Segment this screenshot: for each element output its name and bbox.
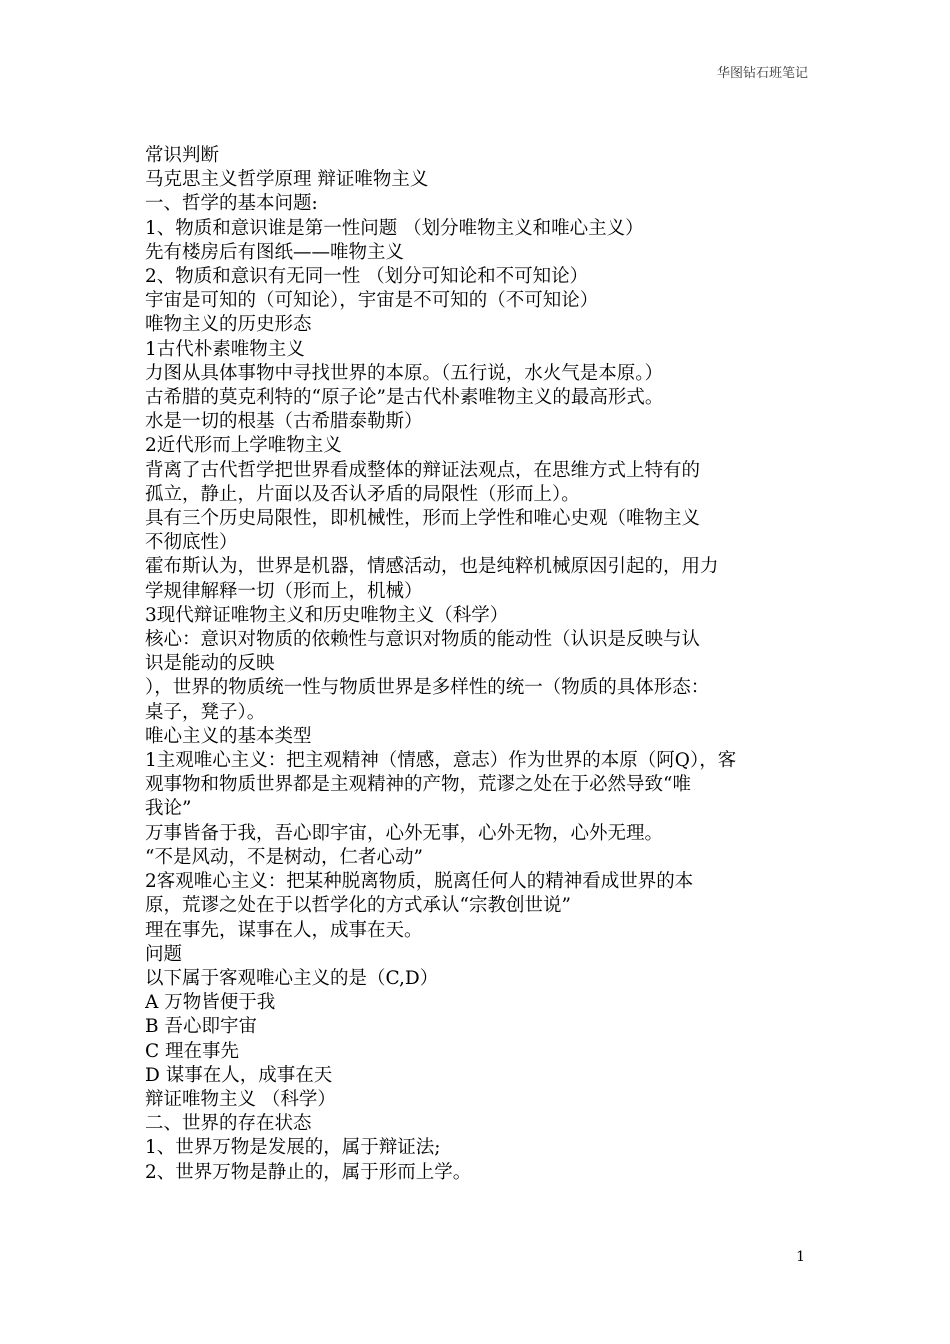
text-line: “不是风动，不是树动，仁者心动” (145, 846, 423, 868)
text-line: 问题 (145, 943, 183, 965)
text-line: 1古代朴素唯物主义 (145, 338, 305, 360)
text-line: 桌子，凳子）。 (145, 701, 266, 723)
text-line: 常识判断 (145, 145, 220, 166)
text-line: D 谋事在人，成事在天 (145, 1064, 333, 1086)
text-line: 以下属于客观唯心主义的是（C,D） (145, 967, 439, 989)
text-line: 唯心主义的基本类型 (145, 725, 312, 747)
text-line: 背离了古代哲学把世界看成整体的辩证法观点，在思维方式上特有的 (145, 459, 701, 481)
text-line: 2、物质和意识有无同一性 （划分可知论和不可知论） (145, 266, 589, 288)
text-line: 1主观唯心主义：把主观精神（情感，意志）作为世界的本原（阿Q），客 (145, 750, 737, 772)
text-line: 1、物质和意识谁是第一性问题 （划分唯物主义和唯心主义） (145, 217, 644, 239)
text-line: 先有楼房后有图纸——唯物主义 (145, 241, 405, 263)
text-line: 一、哲学的基本问题: (145, 193, 318, 215)
text-line: 霍布斯认为，世界是机器，情感活动，也是纯粹机械原因引起的，用力 (145, 556, 719, 578)
text-line: 理在事先，谋事在人，成事在天。 (145, 919, 423, 941)
text-line: 辩证唯物主义 （科学） (145, 1088, 336, 1110)
text-line: 观事物和物质世界都是主观精神的产物，荒谬之处在于必然导致“唯 (145, 774, 691, 796)
text-line: 2客观唯心主义：把某种脱离物质，脱离任何人的精神看成世界的本 (145, 871, 694, 893)
text-line: A 万物皆便于我 (145, 992, 276, 1014)
text-line: 古希腊的莫克利特的“原子论”是古代朴素唯物主义的最高形式。 (145, 387, 664, 409)
text-line: B 吾心即宇宙 (145, 1016, 257, 1038)
text-line: 2近代形而上学唯物主义 (145, 435, 342, 457)
text-line: 力图从具体事物中寻找世界的本原。（五行说，水火气是本原。） (145, 362, 664, 384)
text-line: 1、世界万物是发展的，属于辩证法; (145, 1137, 441, 1159)
text-line: 识是能动的反映 (145, 653, 275, 675)
document-body (145, 144, 810, 1185)
text-line: 3现代辩证唯物主义和历史唯物主义（科学） (145, 604, 509, 626)
text-line: 具有三个历史局限性，即机械性，形而上学性和唯心史观（唯物主义 (145, 508, 701, 530)
text-line: 不彻底性） (145, 532, 238, 554)
text-line: 核心：意识对物质的依赖性与意识对物质的能动性（认识是反映与认 (145, 629, 701, 651)
text-line: 学规律解释一切（形而上，机械） (145, 580, 423, 602)
text-line: 孤立，静止，片面以及否认矛盾的局限性（形而上）。 (145, 483, 580, 505)
text-line: ），世界的物质统一性与物质世界是多样性的统一（物质的具体形态： (145, 677, 710, 699)
text-line: 二、世界的存在状态 (145, 1113, 312, 1135)
page-number: 1 (796, 1249, 805, 1265)
text-line: 2、世界万物是静止的，属于形而上学。 (145, 1161, 472, 1183)
text-line: 马克思主义哲学原理 辩证唯物主义 (145, 169, 429, 191)
text-line: 原，荒谬之处在于以哲学化的方式承认“宗教创世说” (145, 895, 571, 917)
text-line: 水是一切的根基（古希腊泰勒斯） (145, 411, 423, 433)
page-header: 华图钻石班笔记 (716, 66, 808, 81)
text-line: 宇宙是可知的（可知论），宇宙是不可知的（不可知论） (145, 290, 599, 312)
text-line: 我论” (145, 798, 192, 820)
text-line: 万事皆备于我，吾心即宇宙，心外无事，心外无物，心外无理。 (145, 822, 664, 844)
text-line: C 理在事先 (145, 1040, 240, 1062)
text-line: 唯物主义的历史形态 (145, 314, 312, 336)
